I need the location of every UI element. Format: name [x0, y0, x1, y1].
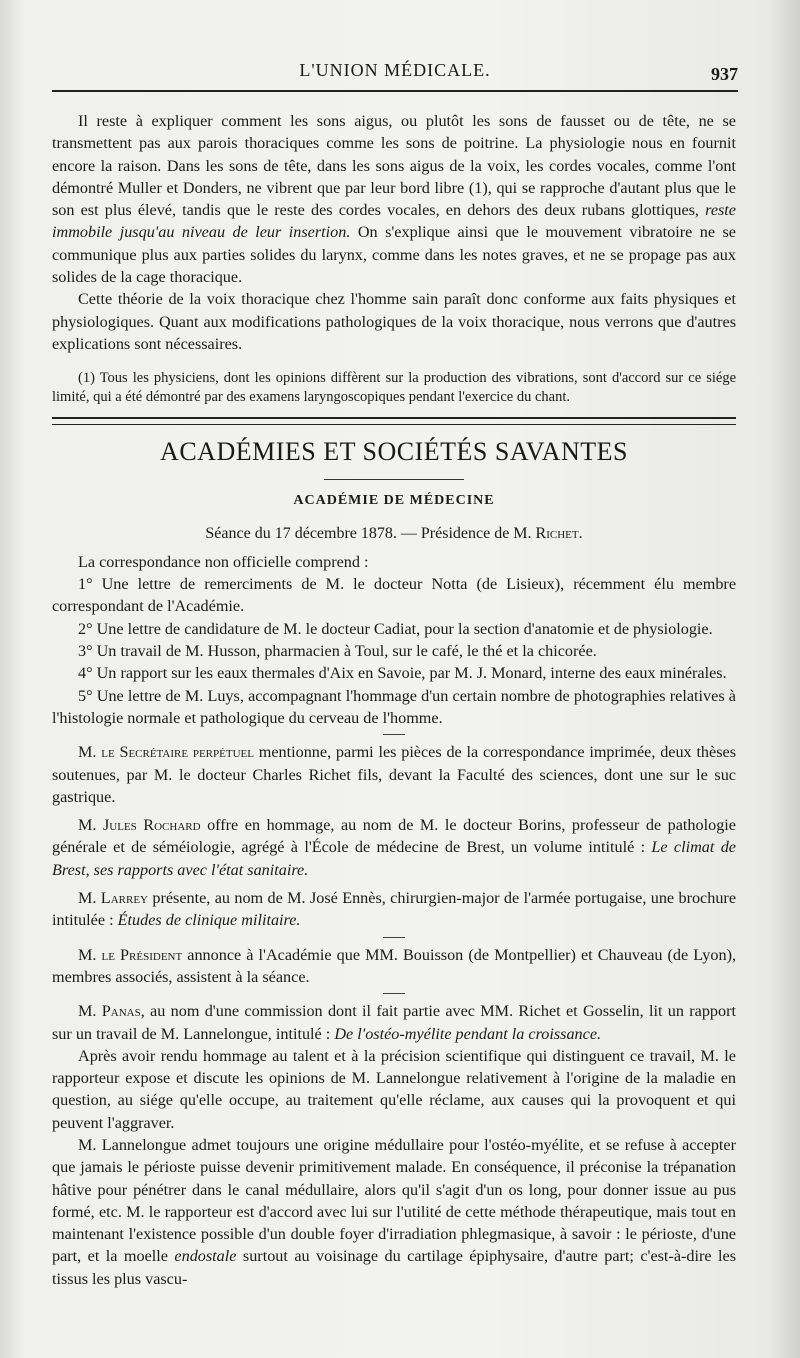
paragraph-panas [52, 1000, 736, 1045]
subsection-title: ACADÉMIE DE MÉDECINE [293, 493, 495, 509]
session-president: Richet [535, 524, 579, 542]
session-end: . [578, 524, 583, 542]
paragraph-text: On s'explique ainsi que le mouvement vibratoire ne se communique plus aux parties solides du larynx, comme dans les notes graves, et ne se propage pas aux solides de la cage thoracique. [52, 223, 736, 287]
paragraph-text: M. Lannelongue admet toujours une origine médullaire pour l'ostéo-myélite, et se refuse à accepter que jamais le périoste puisse devenir primitivement malade. En conséquence, il préconise la trépanation hâtive pour pénétrer dans le canal médullaire, alors qu'il s'agit d'un os long, pour donner issue au pus formé, etc. M. le rapporteur est d'accord avec lui sur l'utilité de cette méthode thérapeutique, mais tout en maintenant l'existence possible d'un double foyer d'irradiation phlegmasique, à savoir : le périoste, d'une part, et la moelle [52, 1135, 736, 1266]
paragraph-hommage: Après avoir rendu hommage au talent et à la précision scientifique qui distinguent ce travail, M. le rapporteur expose et discute les opinions de M. Lannelongue relativement à l'origine de la maladie en question, au siége qu'elle occupe, au traitement qu'elle réclame, aux causes qui la provoquent et qui peuvent l'aggraver. [52, 1046, 736, 1132]
speaker-name: M. le Secrétaire perpétuel [78, 743, 254, 762]
italic-phrase: reste immobile jusqu'au niveau de leur insertion. [52, 201, 736, 242]
correspondence-item: 1° Une lettre de remerciments de M. le docteur Notta (de Lisieux), récemment élu membre correspondant de l'Académie. [52, 575, 736, 616]
page-content [52, 110, 736, 1290]
paragraph-secretaire [52, 741, 736, 808]
separator [383, 937, 405, 938]
speaker-name: M. le Président [78, 945, 183, 964]
correspondence-item: 5° Une lettre de M. Luys, accompagnant l'hommage d'un certain nombre de photographies relatives à l'histologie normale et pathologique du cerveau de l'homme. [52, 686, 736, 727]
running-title: L'UNION MÉDICALE. [299, 60, 491, 80]
paragraph-text: offre en hommage, au nom de M. le docteur Borins, professeur de pathologie générale et de séméiologie, agrégé à l'École de médecine de Brest, un volume intitulé : [52, 816, 736, 857]
section-divider [52, 417, 736, 425]
session-text: Séance du 17 décembre 1878. — Présidence de M. [205, 524, 536, 542]
italic-term: endostale [174, 1247, 237, 1266]
session-line [52, 523, 736, 545]
separator [383, 993, 405, 994]
footnote [52, 369, 736, 407]
correspondence-item: 3° Un travail de M. Husson, pharmacien à Toul, sur le café, le thé et la chicorée. [78, 642, 597, 661]
report-title: De l'ostéo-myélite pendant la croissance. [334, 1024, 602, 1043]
page-number: 937 [711, 64, 738, 84]
paragraph-president [52, 944, 736, 989]
paragraph-sons-aigus [52, 110, 736, 288]
paragraph-rochard [52, 814, 736, 881]
paragraph-text: mentionne, parmi les pièces de la correspondance imprimée, deux thèses soutenues, par M. le docteur Charles Richet fils, devant la Faculté des sciences, dont une sur le suc gastrique. [52, 743, 736, 806]
paragraph-text: surtout au voisinage du cartilage épiphysaire, d'autre part; c'est-à-dire les tissus les plus vascu- [52, 1247, 736, 1288]
title-rule [324, 479, 464, 480]
paragraph-text: , au nom d'une commission dont il fait partie avec MM. Richet et Gosselin, lit un rapport sur un travail de M. Lannelongue, intitulé : [52, 1002, 736, 1043]
paragraph-text: Il reste à expliquer comment les sons aigus, ou plutôt les sons de fausset ou de tête, ne se transmettent pas aux parois thoraciques comme les sons de poitrine. La physiologie nous en fournit encore la raison. Dans les sons de tête, dans les sons aigus de la voix, les cordes vocales, comme l'ont démontré Muller et Donders, ne vibrent que par leur bord libre (1), qui se rapproche d'autant plus que le son est plus élevé, tandis que le reste des cordes vocales, en dehors des deux rubans glottiques, [52, 112, 736, 220]
separator [383, 734, 405, 735]
paragraph-text: annonce à l'Académie que MM. Bouisson (de Montpellier) et Chauveau (de Lyon), membres associés, assistent à la séance. [52, 945, 737, 986]
correspondence-item: 4° Un rapport sur les eaux thermales d'Aix en Savoie, par M. J. Monard, interne des eaux minérales. [78, 664, 727, 683]
correspondence-intro: La correspondance non officielle comprend : [78, 552, 369, 571]
header-rule [52, 90, 738, 92]
book-title: Études de clinique militaire. [117, 911, 301, 930]
footnote-text: (1) Tous les physiciens, dont les opinions diffèrent sur la production des vibrations, sont d'accord sur ce siége limité, qui a été démontré par des examens laryngoscopiques pendant l'exercice du chant. [52, 370, 736, 406]
speaker-name: M. Jules Rochard [78, 816, 201, 835]
paragraph-lannelongue [52, 1134, 736, 1290]
correspondence-item: 2° Une lettre de candidature de M. le docteur Cadiat, pour la section d'anatomie et de physiologie. [78, 619, 713, 638]
speaker-name: M. Larrey [78, 889, 148, 908]
speaker-name: M. Panas [78, 1002, 141, 1021]
book-title: Le climat de Brest, ses rapports avec l'état sanitaire. [52, 838, 736, 879]
paragraph-text: présente, au nom de M. José Ennès, chirurgien-major de l'armée portugaise, une brochure intitulée : [52, 889, 737, 930]
section-title: ACADÉMIES ET SOCIÉTÉS SAVANTES [160, 437, 628, 467]
page-header [52, 60, 738, 96]
paragraph-larrey [52, 887, 736, 932]
paragraph-theorie: Cette théorie de la voix thoracique chez l'homme sain paraît donc conforme aux faits physiques et physiologiques. Quant aux modifications pathologiques de la voix thoracique, nous verrons que d'autres explications sont nécessaires. [52, 290, 736, 353]
